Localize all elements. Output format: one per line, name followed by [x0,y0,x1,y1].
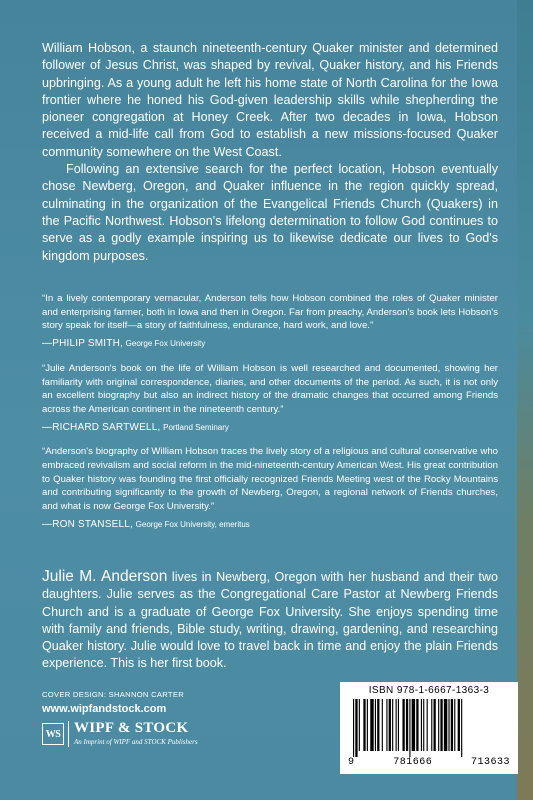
barcode-bar [438,699,439,751]
endorsement-1 [42,292,498,351]
endorsement-text: “In a lively contemporary vernacular, Anderson tells how Hobson combined the roles of Quaker minister and enterprising farmer, both in Iowa and then in Oregon. Far from preachy, Anderson's book lets Hobson's story speak for itself—a story of faithfulness, endurance, hard work, and love.” [42,293,498,332]
endorser-institution: George Fox University [125,339,206,349]
publisher-divider [68,721,69,747]
blurb-paragraph-1: William Hobson, a staunch nineteenth-century Quaker minister and determined follower of Jesus Christ, was shaped by revival, Quaker history, and his Friends upbringing. As a young adult he left his home state of North Carolina for the Iowa frontier where he honed his God-given leadership skills while shepherding the pioneer congregation at Honey Creek. After two decades in Iowa, Hobson received a mid-life call from God to establish a new missions-focused Quaker community somewhere on the West Coast. [42,41,498,159]
barcode-bar [421,699,422,751]
barcode-bar [448,699,449,751]
isbn-barcode [340,682,518,774]
barcode-bar [375,699,376,751]
barcode-bar [427,699,428,751]
publisher-block [42,721,302,747]
barcode-bar [423,699,424,751]
endorser-institution: Portland Seminary [163,422,229,432]
barcode-bar [409,699,410,757]
barcode-bar [461,699,462,757]
endorser-name: —RICHARD SARTWELL, [42,421,161,433]
barcode-digits [346,757,512,768]
endorsement-text: “Anderson's biography of William Hobson traces the lively story of a religious and cultural conservative who embraced revivalism and social reform in the mid-nineteenth-century American West. His great contribution to Quaker history was founding the first officially recognized Friends Meeting west of the Rocky Mountains and contributing significantly to the growth of Newberg, Oregon, a regional network of Friends churches, and what is now George Fox University.” [42,446,498,513]
endorsement-attribution [42,421,498,435]
endorsement-3 [42,445,498,531]
author-bio-text: lives in Newberg, Oregon with her husband and their two daughters. Julie serves as the Congregational Care Pastor at Newberg Friends Church and is a graduate of George Fox University. She enjoys spending time with family and friends, Bible study, writing, drawing, gardening, and researching Quaker history. Julie would love to travel back in time and enjoy the plain Friends experience. This is her first book. [42,570,498,671]
barcode-bar [355,699,357,757]
barcode-bar [416,699,418,751]
barcode-bar [359,699,360,751]
endorsement-attribution [42,518,498,532]
barcode-bar [353,699,354,757]
barcode-bar [377,699,379,751]
cover-design-credit: COVER DESIGN: SHANNON CARTER [42,690,185,699]
barcode-bar [363,699,365,751]
publisher-name: WIPF & STOCK [74,720,189,736]
barcode-bar [440,699,442,751]
publisher-logo-icon: WS [42,723,64,745]
endorser-name: —PHILIP SMITH, [42,338,123,350]
barcode-bar [386,699,387,751]
publisher-text [74,721,198,747]
barcode-bar [434,699,436,751]
publisher-credits [42,690,302,747]
barcode-bar [454,699,455,751]
endorsement-attribution [42,337,498,351]
barcode-bar [431,699,432,751]
endorsements [42,292,498,543]
barcode-digit-group-1: 781666 [393,757,433,768]
barcode-bar [398,699,399,751]
barcode-bar [382,699,383,751]
author-bio [42,568,498,673]
barcode-bar [444,699,447,751]
author-name: Julie M. Anderson [42,568,168,585]
barcode-bar [412,699,415,751]
barcode-bar [451,699,453,751]
barcode-bar [402,699,404,751]
endorser-name: —RON STANSELL, [42,518,133,530]
book-blurb [42,40,498,265]
publisher-website: www.wipfandstock.com [42,703,167,715]
barcode-bar [396,699,397,751]
endorser-institution: George Fox University, emeritus [135,519,250,529]
barcode-bar [389,699,391,751]
barcode-bars-icon [349,699,509,757]
barcode-bar [458,699,460,751]
barcode-bar [367,699,368,751]
spine-edge [517,0,533,800]
endorsement-text: “Julie Anderson's book on the life of William Hobson is well researched and documented, showing her familiarity with original correspondence, diaries, and other documents of the period. As such, it is not only an excellent biography but also an indirect history of the dramatic changes that occurred among Friends across the American continent in the nineteenth century.” [42,362,498,415]
barcode-digit-first: 9 [348,757,355,768]
barcode-bar [370,699,373,751]
publisher-subtitle: An Imprint of WIPF and STOCK Publishers [74,738,198,746]
barcode-digit-group-2: 713633 [470,757,510,768]
isbn-label: ISBN 978-1-6667-1363-3 [368,685,490,696]
barcode-bar [392,699,393,751]
blurb-paragraph-2: Following an extensive search for the perfect location, Hobson eventually chose Newberg, Oregon, and Quaker influence in the region quickly spread, culminating in the organization of the Evangelical Friends Church (Quakers) in the Pacific Northwest. Hobson's lifelong determination to follow God continues to serve as a godly example inspiring us to likewise dedicate our lives to God's kingdom purposes. [42,162,498,263]
barcode-bar [406,699,408,751]
endorsement-2 [42,362,498,435]
